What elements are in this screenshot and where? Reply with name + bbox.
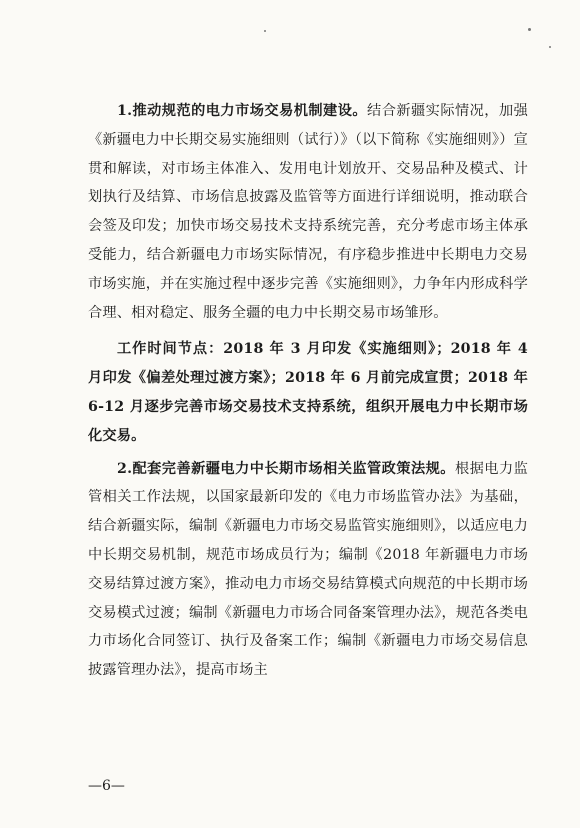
scan-speck [528, 28, 531, 31]
body-text [88, 97, 528, 685]
section-heading-2: 2.配套完善新疆电力中长期市场相关监管政策法规。 [117, 460, 455, 477]
paragraph-2 [88, 335, 528, 450]
paragraph-2-body: 工作时间节点：2018 年 3 月印发《实施细则》；2018 年 4 月印发《偏差处理过渡方案》；2018 年 6 月前完成宣贯；2018 年 6-12 月逐步完善市场交易技术支持系统，组织开展电力中长期市场化交易。 [88, 341, 528, 444]
scan-speck [549, 46, 551, 48]
paragraph-1-body: 结合新疆实际情况，加强《新疆电力中长期交易实施细则（试行）》（以下简称《实施细则》）宣贯和解读，对市场主体准入、发用电计划放开、交易品种及模式、计划执行及结算、市场信息披露及监管等方面进行详细说明，推动联合会签及印发；加快市场交易技术支持系统完善，充分考虑市场主体承受能力，结合新疆电力市场实际情况，有序稳步推进中长期电力交易市场实施，并在实施过程中逐步完善《实施细则》，力争年内形成科学合理、相对稳定、服务全疆的电力中长期交易市场雏形。 [88, 103, 529, 321]
scan-speck [264, 30, 266, 32]
paragraph-3-body: 根据电力监管相关工作法规，以国家最新印发的《电力市场监管办法》为基础，结合新疆实际，编制《新疆电力市场交易监管实施细则》，以适应电力中长期交易机制，规范市场成员行为；编制《2018 年新疆电力市场交易结算过渡方案》，推动电力市场交易结算模式向规范的中长期市场交易模式过渡；编制《新疆电力市场合同备案管理办法》，规范各类电力市场化合同签订、执行及备案工作；编制《新疆电力市场交易信息披露管理办法》，提高市场主 [88, 460, 528, 679]
section-heading-1: 1.推动规范的电力市场交易机制建设。 [117, 103, 368, 119]
paragraph-3 [88, 455, 528, 685]
page-number: —6— [88, 778, 125, 794]
paragraph-1 [88, 97, 528, 327]
